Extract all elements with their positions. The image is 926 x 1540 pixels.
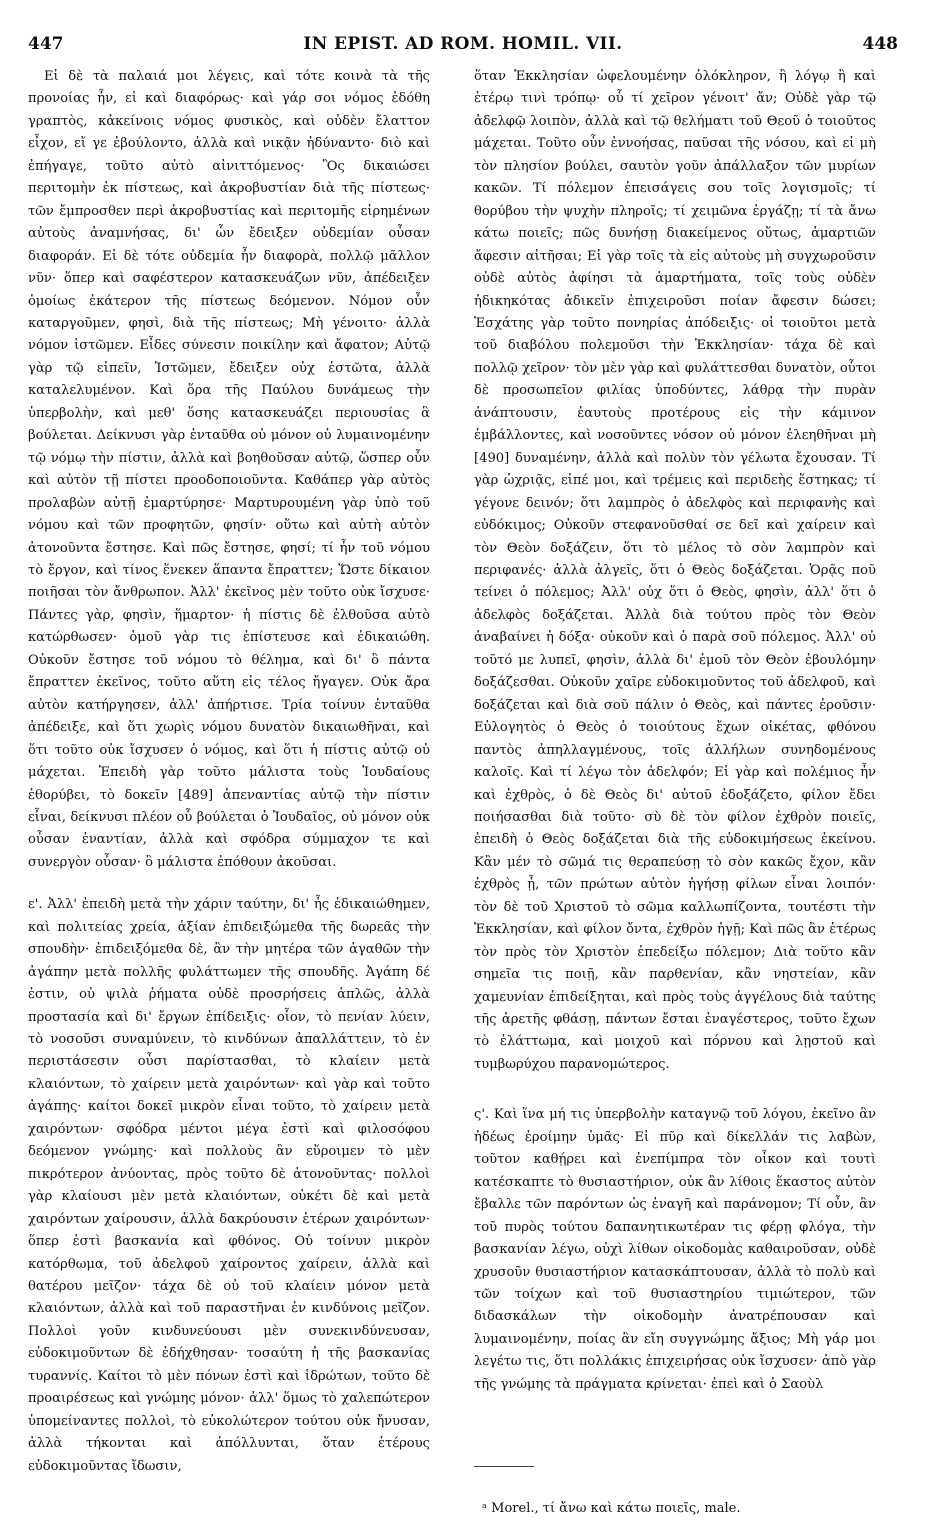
page-number-left: 447 (28, 34, 64, 54)
right-paragraph-2: ς'. Καὶ ἵνα μή τις ὑπερβολὴν καταγνῷ τοῦ λόγου, ἐκεῖνο ἂν ἡδέως ἐροίμην ὑμᾶς· Εἰ πῦρ καὶ δίκελλάν τις λαβὼν, τοῦτον καθῄρει καὶ ἐνεπίμπρα τὸν οἶκον καὶ τουτὶ κατέσκαπτε τὸ θυσιαστήριον, οὐκ ἂν λίθοις ἕκαστος αὐτὸν ἔβαλλε τῶν παρόντων ὡς ἐναγῆ καὶ παράνομον; Τί οὖν, ἂν τοῦ πυρὸς τούτου δαπανητικωτέραν τις φέρῃ φλόγα, τὴν βασκανίαν λέγω, οὐχὶ λίθων οἰκοδομὰς καθαιροῦσαν, οὐδὲ χρυσοῦν θυσιαστήριον κατασκάπτουσαν, ἀλλὰ τὸ πολὺ καὶ τῶν τοίχων καὶ τοῦ θυσιαστηρίου τιμιώτερον, τῶν διδασκάλων τὴν οἰκοδομὴν ἀνατρέπουσαν καὶ λυμαινομένην, ποίας ἂν εἴη συγγνώμης ἄξιος; Μὴ γάρ μοι λεγέτω τις, ὅτι πολλάκις ἐπιχειρήσας οὐκ ἴσχυσεν· ἀπὸ γὰρ τῆς γνώμης τὰ πράγματα κρίνεται· ἐπεὶ καὶ ὁ Σαοὺλ (474, 1107, 876, 1392)
right-paragraph-1: ὅταν Ἐκκλησίαν ὠφελουμένην ὁλόκληρον, ἢ λόγῳ ἢ καὶ ἑτέρῳ τινὶ τρόπῳ· οὗ τί χεῖρον γένοιτ' ἄν; Οὐδὲ γὰρ τῷ ἀδελφῷ λοιπὸν, ἀλλὰ καὶ τῷ θελήματι τοῦ Θεοῦ ὁ τοιοῦτος μάχεται. Τοῦτο οὖν ἐννοήσας, παῦσαι τῆς νόσου, καὶ εἰ μὴ τὸν πλησίον βούλει, σαυτὸν γοῦν ἀπάλλαξον τῶν μυρίων κακῶν. Τί πόλεμον ἐπεισάγεις σου τοῖς λογισμοῖς; τί θορύβου τὴν ψυχὴν πληροῖς; τί χειμῶνα ἐργάζῃ; τί τὰ ἄνω κάτω ποιεῖς; πῶς δυνήσῃ διακείμενος οὕτως, ἁμαρτιῶν ἄφεσιν αἰτῆσαι; Εἰ γὰρ τοῖς τὰ εἰς αὐτοὺς μὴ συγχωροῦσιν οὐδὲ αὐτὸς ἀφίησι τὰ ἁμαρτήματα, τοῖς τοὺς οὐδὲν ἠδικηκότας ἀδικεῖν ἐπιχειροῦσι ποίαν ἄφεσιν δώσει; Ἐσχάτης γὰρ τοῦτο πονηρίας ἀπόδειξις· οἱ τοιοῦτοι μετὰ τοῦ διαβόλου πολεμοῦσι τὴν Ἐκκλησίαν· τάχα δὲ καὶ πολλῷ χεῖρον· τὸν μὲν γὰρ καὶ φυλάττεσθαι δυνατὸν, οὗτοι δὲ προσωπεῖον φιλίας ὑποδύντες, λάθρᾳ τὴν πυρὰν ἀνάπτουσιν, ἑαυτοὺς προτέρους εἰς τὴν κάμινον ἐμβάλλοντες, καὶ νοσοῦντες νόσον οὐ μόνον ἐλεηθῆναι μὴ [490] δυναμένην, ἀλλὰ καὶ πολὺν τὸν γέλωτα ἔχουσαν. Τί γὰρ ὠχριᾷς, εἰπέ μοι, καὶ τρέμεις καὶ περιδεὴς ἕστηκας; τί γέγονε δεινόν; ὅτι λαμπρὸς ὁ ἀδελφὸς καὶ περιφανὴς καὶ εὐδόκιμος; Οὐκοῦν στεφανοῦσθαί σε δεῖ καὶ χαίρειν καὶ τὸν Θεὸν δοξάζειν, ὅτι τὸ μέλος τὸ σὸν λαμπρὸν καὶ περιφανές· ἀλλὰ ἀλγεῖς, ὅτι ὁ Θεὸς δοξάζεται. Ὁρᾷς ποῦ τείνει ὁ πόλεμος; Ἀλλ' οὐχ ὅτι ὁ Θεὸς, φησὶν, ἀλλ' ὅτι ὁ ἀδελφὸς δοξάζεται. Ἀλλὰ διὰ τούτου πρὸς τὸν Θεὸν ἀναβαίνει ἡ δόξα· οὐκοῦν καὶ ὁ παρὰ σοῦ πόλεμος. Ἀλλ' οὐ τοῦτό με λυπεῖ, φησὶν, ἀλλὰ δι' ἐμοῦ τὸν Θεὸν ἐβουλόμην δοξάζεσθαι. Οὐκοῦν χαῖρε εὐδοκιμοῦντος τοῦ ἀδελφοῦ, καὶ δοξάζεται καὶ διὰ σοῦ πάλιν ὁ Θεὸς, καὶ πάντες ἐροῦσιν· Εὐλογητὸς ὁ Θεὸς ὁ τοιούτους ἔχων οἰκέτας, φθόνου παντὸς ἀπηλλαγμένους, τοῖς ἀλλήλων συνηδομένους καλοῖς. Καὶ τί λέγω τὸν ἀδελφόν; Εἰ γὰρ καὶ πολέμιος ἦν καὶ ἐχθρὸς, ὁ δὲ Θεὸς δι' αὐτοῦ ἐδοξάζετο, φίλον ἔδει ποιήσασθαι διὰ τοῦτο· σὺ δὲ τὸν φίλον ἐχθρὸν ποιεῖς, ἐπειδὴ ὁ Θεὸς δοξάζεται διὰ τῆς εὐδοκιμήσεως ἐκείνου. Κἂν μέν τὸ σῶμά τις θεραπεύσῃ τὸ σὸν κακῶς ἔχον, κἂν ἐχθρὸς ᾖ, τῶν πρώτων αὐτὸν ἡγήσῃ φίλων εἶναι λοιπόν· τὸν δὲ τοῦ Χριστοῦ τὸ σῶμα καλλωπίζοντα, τουτέστι τὴν Ἐκκλησίαν, καὶ φίλον ὄντα, ἐχθρὸν ἡγῇ; Καὶ πῶς ἂν ἑτέρως τὸν πρὸς τὸν Χριστὸν ἐπεδείξω πόλεμον; Διὰ τοῦτο κἂν σημεῖα τις ποιῇ, κἂν παρθενίαν, κἂν νηστείαν, κἂν χαμευνίαν ἐπιδείξηται, καὶ πρὸς τοὺς ἀγγέλους διὰ ταύτης τῆς ἀρετῆς φθάσῃ, πάντων ἔσται ἐναγέστερος, τοῦτο ἔχων τὸ ἐλάττωμα, καὶ μοιχοῦ καὶ πόρνου καὶ λῃστοῦ καὶ τυμβωρύχου παρανομώτερος. (474, 69, 876, 1072)
footnote-rule (474, 1466, 534, 1467)
left-column (28, 66, 430, 1478)
section-gap (474, 1076, 876, 1104)
running-header (0, 34, 926, 58)
section-gap (28, 874, 430, 894)
left-paragraph-2: ε'. Ἀλλ' ἐπειδὴ μετὰ τὴν χάριν ταύτην, δι' ἧς ἐδικαιώθημεν, καὶ πολιτείας χρεία, ἀξίαν ἐπιδειξώμεθα τῆς δωρεᾶς τὴν σπουδὴν· ἐπιδειξόμεθα δὲ, ἂν τὴν μητέρα τῶν ἀγαθῶν τὴν ἀγάπην μετὰ πολλῆς φυλάττωμεν τῆς σπουδῆς. Ἀγάπη δέ ἐστιν, οὐ ψιλὰ ῥήματα οὐδὲ προσρήσεις ἁπλῶς, ἀλλὰ προστασία καὶ δι' ἔργων ἐπίδειξις· οἷον, τὸ πενίαν λύειν, τὸ νοσοῦσι συναμύνειν, τὸ κινδύνων ἀπαλλάττειν, τὸ ἐν περιστάσεσιν οὖσι παρίστασθαι, τὸ κλαίειν μετὰ κλαιόντων, τὸ χαίρειν μετὰ χαιρόντων· καὶ γὰρ καὶ τοῦτο ἀγάπης· καίτοι δοκεῖ μικρὸν εἶναι τοῦτο, τὸ χαίρειν μετὰ χαιρόντων· σφόδρα μέντοι μέγα ἐστὶ καὶ φιλοσόφου δεόμενον γνώμης· καὶ πολλοὺς ἂν εὕροιμεν τὸ μὲν πικρότερον ἀνύοντας, πρὸς τοῦτο δὲ ἀτονοῦντας· πολλοὶ γὰρ κλαίουσι μὲν μετὰ κλαιόντων, οὐκέτι δὲ καὶ μετὰ χαιρόντων χαίρουσιν, ἀλλὰ δακρύουσιν ἑτέρων χαιρόντων· ὅπερ ἐστὶ βασκανία καὶ φθόνος. Οὐ τοίνυν μικρὸν κατόρθωμα, τοῦ ἀδελφοῦ χαίροντος χαίρειν, ἀλλὰ καὶ θατέρου μεῖζον· τάχα δὲ οὐ τοῦ κλαίειν μόνον μετὰ κλαιόντων, ἀλλὰ καὶ τοῦ παραστῆναι ἐν κινδύνοις μεῖζον. Πολλοὶ γοῦν κινδυνεύουσι μὲν συνεκινδύνευσαν, εὐδοκιμοῦντων δὲ ἐδήχθησαν· τοσαύτη ἡ τῆς βασκανίας τυραννίς. Καίτοι τὸ μὲν πόνων ἐστὶ καὶ ἱδρώτων, τοῦτο δὲ προαιρέσεως καὶ γνώμης μόνον· ἀλλ' ὅμως τὸ χαλεπώτερον ὑπομείναντες πολλοὶ, τὸ εὐκολώτερον τούτου οὐκ ἤνυσαν, ἀλλὰ τήκονται καὶ ἀπόλλυνται, ὅταν ἑτέρους εὐδοκιμοῦντας ἴδωσιν, (28, 897, 430, 1474)
left-paragraph-1: Εἰ δὲ τὰ παλαιά μοι λέγεις, καὶ τότε κοινὰ τὰ τῆς προνοίας ἦν, εἰ καὶ διαφόρως· καὶ γάρ σοι νόμος ἐδόθη γραπτὸς, κἀκείνοις νόμος φυσικὸς, καὶ οὐδὲν ἔλαττον εἶχον, εἴ γε ἐβούλοντο, ἀλλὰ καὶ νικᾷν ἠδύναντο· διὸ καὶ ἐπήγαγε, τοῦτο αὐτὸ αἰνιττόμενος· Ὃς δικαιώσει περιτομὴν ἐκ πίστεως, καὶ ἀκροβυστίαν διὰ τῆς πίστεως· τῶν ἔμπροσθεν περὶ ἀκροβυστίας καὶ περιτομῆς εἰρημένων αὐτοὺς ἀναμνήσας, δι' ὧν ἔδειξεν οὐδεμίαν οὖσαν διαφοράν. Εἰ δὲ τότε οὐδεμία ἦν διαφορὰ, πολλῷ μᾶλλον νῦν· ὅπερ καὶ σαφέστερον κατασκευάζων νῦν, ἀπέδειξεν ὁμοίως ἑκάτερον τῆς πίστεως δεόμενον. Νόμον οὖν καταργοῦμεν, φησὶ, διὰ τῆς πίστεως; Μὴ γένοιτο· ἀλλὰ νόμον ἱστῶμεν. Εἶδες σύνεσιν ποικίλην καὶ ἄφατον; Αὐτῷ γὰρ τῷ εἰπεῖν, Ἱστῶμεν, ἔδειξεν οὐχ ἑστῶτα, ἀλλὰ καταλελυμένον. Καὶ ὅρα τῆς Παύλου δυνάμεως τὴν ὑπερβολὴν, καὶ μεθ' ὅσης κατασκευάζει περιουσίας ἃ βούλεται. Δείκνυσι γὰρ ἐνταῦθα οὐ μόνον οὐ λυμαινομένην τῷ νόμῳ τὴν πίστιν, ἀλλὰ καὶ βοηθοῦσαν αὐτῷ, ὥσπερ οὖν καὶ αὐτὸν τῇ πίστει προοδοποιοῦντα. Καθάπερ γὰρ αὐτὸς προλαβὼν αὐτῇ ἐμαρτύρησε· Μαρτυρουμένη γὰρ ὑπὸ τοῦ νόμου καὶ τῶν προφητῶν, φησίν· οὕτω καὶ αὐτὴ αὐτὸν ἀτονοῦντα ἔστησε. Καὶ πῶς ἔστησε, φησί; τί ἦν τοῦ νόμου τὸ ἔργον, καὶ τίνος ἕνεκεν ἅπαντα ἔπραττεν; Ὥστε δίκαιον ποιῆσαι τὸν ἄνθρωπον. Ἀλλ' ἐκεῖνος μὲν τοῦτο οὐκ ἴσχυσε· Πάντες γὰρ, φησὶν, ἥμαρτον· ἡ πίστις δὲ ἐλθοῦσα αὐτὸ κατώρθωσεν· ὁμοῦ γὰρ τις ἐπίστευσε καὶ ἐδικαιώθη. Οὐκοῦν ἔστησε τοῦ νόμου τὸ θέλημα, καὶ δι' ὃ πάντα ἔπραττεν ἐκεῖνος, τοῦτο αὕτη εἰς τέλος ἤγαγεν. Οὐκ ἄρα αὐτὸν κατήργησεν, ἀλλ' ἀπήρτισε. Τρία τοίνυν ἐνταῦθα ἀπέδειξε, καὶ ὅτι χωρὶς νόμου δυνατὸν δικαιωθῆναι, καὶ ὅτι τοῦτο οὐκ ἴσχυσεν ὁ νόμος, καὶ ὅτι ἡ πίστις αὐτῷ οὐ μάχεται. Ἐπειδὴ γὰρ τοῦτο μάλιστα τοὺς Ἰουδαίους ἐθορύβει, τὸ δοκεῖν [489] ἀπεναντίας αὐτῷ τὴν πίστιν εἶναι, δείκνυσι πλέον οὗ βούλεται ὁ Ἰουδαῖος, οὐ μόνον οὐκ οὖσαν ἐναντίαν, ἀλλὰ καὶ σφόδρα σύμμαχον τε καὶ συνεργὸν οὖσαν· ὃ μάλιστα ἐπόθουν ἀκοῦσαι. (28, 69, 430, 870)
page-number-right: 448 (862, 34, 898, 54)
footnote: ᵃ Morel., τί ἄνω καὶ κάτω ποιεῖς, male. (482, 1501, 741, 1516)
running-title: IN EPIST. AD ROM. HOMIL. VII. (303, 34, 623, 54)
right-column (474, 66, 876, 1396)
